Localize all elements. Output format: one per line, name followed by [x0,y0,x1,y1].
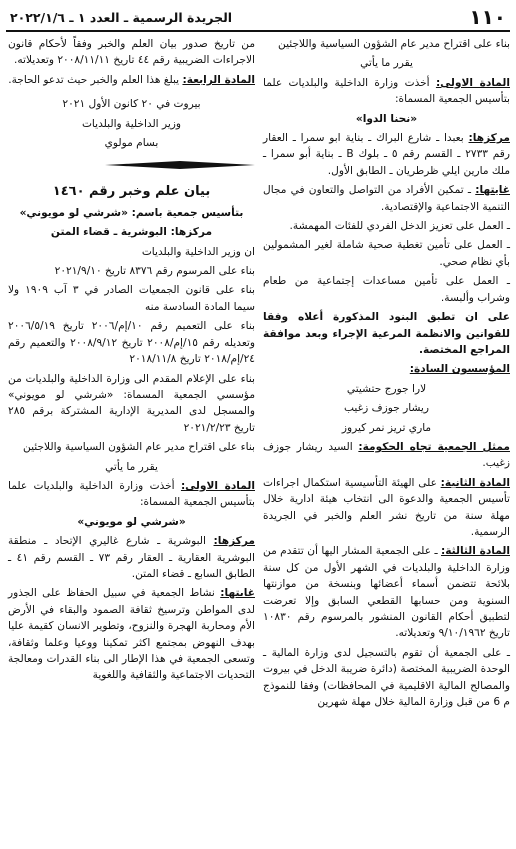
headquarters-2: مركزها: البوشرية ـ شارع غاليري الإتحاد ـ منطقة البوشرية العقارية ـ العقار رقم ٧٣ ـ القسم رقم ٤١ ـ الطابق السابع ـ قضاء المتن. [8,535,255,580]
founder-3: ماري تريز نمر كيروز [341,421,432,434]
article-3: المادة الثالثة: ـ على الجمعية المشار اليها أن تتقدم من وزارة الداخلية والبلديات في الشهر الأول من كل سنة بلائحة تتضمن أسماء أعضائها وبنسخة من موازنتها السنوية ومن حسابها القطعي السابق وإلا تعرضت لتطبيق أحكام القانون المنشور بالمرسوم رقم ١٠٨٣٠ تاريخ ٩/١٠/١٩٦٢ وتعديلاته. [263,545,510,640]
conditions-note: على ان تطبق البنود المذكورة أعلاه وفقا للقوانين والانظمة المرعية الإجراء وبعد موافقة المراجع المختصة. [263,311,510,356]
article-1: المادة الاولى: أخذت وزارة الداخلية والبلديات علما بتأسيس الجمعية المسماة: [263,76,510,106]
founder-1: لارا جورج حتشيتي [346,382,427,395]
goal-4: ـ العمل على تأمين مساعدات إجتماعية من طعام وشراب وألبسة. [263,275,510,304]
left-column [8,36,255,713]
notice-subtitle: بتأسيس جمعية باسم: «شرشي لو مويوني» [19,206,244,219]
separator-ornament [105,160,255,170]
right-column [263,36,510,713]
founders-label: المؤسسون السادة: [409,363,510,376]
notice-title: بيان علم وخبر رقم ١٤٦٠ [52,183,211,199]
representative: ممثل الجمعية تجاه الحكومة: السيد ريشار جوزف زغيب. [263,440,510,470]
proposal-para: بناء على اقتراح مدير عام الشؤون السياسية واللاجئين [278,38,510,50]
article-3-b: ـ على الجمعية أن تقوم بالتسجيل لدى وزارة المالية ـ الوحدة الضريبية المختصة (دائرة ضريبة الدخل في بيروت والمصالح المالية الاقليمية في المحافظات) وفقا للنموذج م 6 من قبل وزارة المالية خلال مهلة شهرين [263,646,510,709]
article-4: المادة الرابعة: يبلغ هذا العلم والخبر حيث تدعو الحاجة. [8,73,255,86]
recital-1: بناء على المرسوم رقم ٨٣٧٦ تاريخ ٢٠٢١/٩/١٠ [54,265,255,278]
goal-2: ـ العمل على تعزيز الدخل الفردي للفئات المهمشة. [289,220,510,233]
continued-para: من تاريخ صدور بيان العلم والخبر وفقاً لأحكام قانون الاجراءات الضريبية رقم ٤٤ تاريخ ٢٠٠٨/١١/١١ وتعديلاته. [8,38,255,67]
article-2: المادة الثانية: على الهيئة التأسيسية استكمال اجراءات تأسيس الجمعية والدعوة الى انتخاب هيئة ادارية خلال مهلة سنة من تاريخ نشر العلم والخبر في الجريدة الرسمية. [263,476,510,538]
page-number: ١١٠ [469,5,506,29]
signature-date: بيروت في ٢٠ كانون الأول ٢٠٢١ [62,98,201,111]
founder-2: ريشار جوزف زغيب [344,402,429,415]
article-1-b: المادة الاولى: أخذت وزارة الداخلية والبلديات علما بتأسيس الجمعية المسماة: [8,479,255,509]
columns [6,36,510,713]
minister-intro: ان وزير الداخلية والبلديات [141,245,255,258]
page-header [6,4,510,32]
recital-2: بناء على قانون الجمعيات الصادر في ٣ آب ١٩٠٩ ولا سيما المادة السادسة منه [8,284,255,313]
gazette-title: الجريدة الرسمية ـ العدد ١ ـ ٢٠٢٢/١/٦ [10,9,233,25]
association-name: «نحنا الدوا» [355,112,418,125]
recital-3: بناء على التعميم رقم ١٠/إم/٢٠٠٦ تاريخ ٢٠٠٦/٥/١٩ وتعديله رقم ١٥/إم/٢٠٠٨ تاريخ ٢٠٠٨/٩/١٢ والتعميم رقم ٢٤/إم/٢٠١٨ تاريخ ٢٠١٨/١١/٨ [8,320,255,366]
recital-4: بناء على الإعلام المقدم الى وزارة الداخلية والبلديات من مؤسسي الجمعية المسماة: «شرشي لو مويوني» والمسجل لدى المديرية الإدارية المشتركة برقم ٢٨٥ تاريخ ٢٠٢١/٢/٢٣ [8,372,255,434]
association-name-2: «شرشي لو مويوني» [77,515,186,528]
notice-headquarters: مركزها: البوشرية ـ قضاء المتن [50,226,213,239]
goals: غايتها: ـ تمكين الأفراد من التواصل والتعاون في مجال التنمية الاجتماعية والإقتصادية. [263,184,510,213]
signature-name: بسام مولوي [104,137,159,150]
goal-3: ـ العمل على تأمين تغطية صحية شاملة لغير المشمولين بأي نظام صحي. [263,239,510,268]
signature-title: وزير الداخلية والبلديات [81,117,182,130]
recital-5: بناء على اقتراح مدير عام الشؤون السياسية واللاجئين [23,441,255,454]
decision-heading: يقرر ما يأتي [360,57,413,70]
goals-2: غايتها: نشاط الجمعية في سبيل الحفاظ على الجذور لدى المواطن وترسيخ ثقافة الصمود والبقاء في الأرض الأم ومحاربة الهجرة والنزوح، وتطوير الانسان كقيمة عليا بهدف النهوض بمجتمع اكثر تمكينا ووعيا وعلما وثقافة، وتسعى الجمعية في هذا الإطار الى بناء القدرات ومعالجة التحديات الاجتماعية والثقافية واللغوية [8,587,255,682]
headquarters: مركزها: بعبدا ـ شارع البراك ـ بناية ابو سمرا ـ العقار رقم ٢٧٣٣ ـ القسم رقم ٥ ـ بلوك B ـ بناية أبو سمرا ـ ملك مارين ايلي ظرطريان ـ الطابق الأول. [263,132,510,177]
decision-heading-2: يقرر ما يأتي [105,460,158,473]
